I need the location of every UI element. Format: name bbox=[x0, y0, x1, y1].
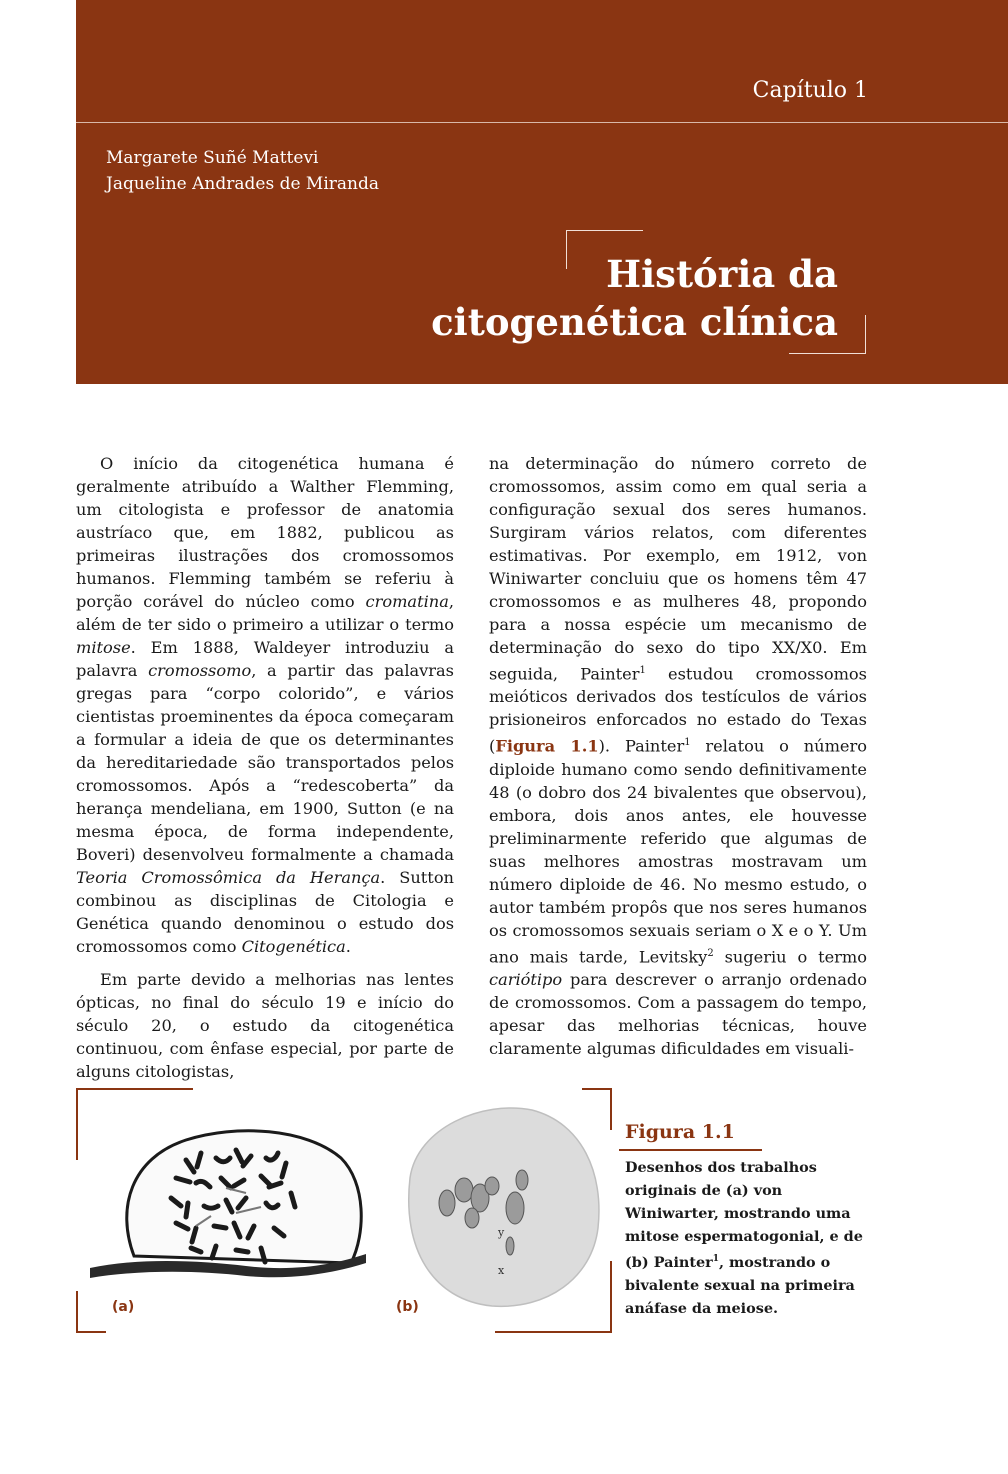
title-line-1: História da bbox=[606, 252, 838, 296]
meiosis-drawing bbox=[372, 1088, 612, 1333]
paragraph-1 bbox=[76, 452, 454, 958]
term-citogenetica: Citogenética bbox=[241, 937, 346, 956]
text-run: . bbox=[345, 937, 351, 956]
header-divider bbox=[76, 122, 1008, 123]
text-run: sugeriu o termo bbox=[713, 947, 867, 967]
caption-divider bbox=[619, 1149, 762, 1151]
sex-chromosome-y-mark: y bbox=[498, 1226, 505, 1239]
citation-ref[interactable]: 1 bbox=[712, 1254, 720, 1264]
text-run: na determinação do número correto de cromossomos, assim como em qual seria a configuração sexual dos seres humanos. Surgiram vários relatos, com diferentes estimativas. Por exemplo, em 1912, von Winiwarter concluiu que os homens têm 47 cromossomos e as mulheres 48, propondo para a nossa espécie um mecanismo de determinação do sexo do tipo XX/X0. Em seguida, Painter bbox=[489, 454, 867, 684]
text-run: estudou cromossomos meióticos derivados dos testículos de vários prisioneiros enforcados no estado do Texas ( bbox=[489, 664, 867, 756]
caption-text: , mostrando o bivalente sexual na primeira anáfase da meiose. bbox=[625, 1253, 855, 1317]
author-list bbox=[106, 145, 379, 197]
panel-label-a: (a) bbox=[112, 1299, 135, 1315]
figure-b-frame bbox=[372, 1088, 612, 1333]
chapter-header bbox=[76, 0, 1008, 384]
text-run: relatou o número diploide humano como sendo definitivamente 48 (o dobro dos 24 bivalentes que observou), embora, dois anos antes, ele houvesse preliminarmente referido que algumas de suas melhores amostras mostravam um número diploide de 46. No mesmo estudo, o autor também propôs que nos seres humanos os cromossomos sexuais seriam o X e o Y. Um ano mais tarde, Levitsky bbox=[489, 736, 867, 967]
text-run: ). Painter bbox=[598, 736, 685, 756]
paragraph-3 bbox=[489, 452, 867, 1060]
citation-ref[interactable]: 1 bbox=[684, 737, 691, 749]
text-run: . Em 1888, Waldeyer introduziu a palavra bbox=[76, 638, 454, 680]
caption-text: Desenhos dos trabalhos originais de (a) von Winiwarter, mostrando uma mitose espermatogonial, e de (b) Painter bbox=[625, 1159, 863, 1271]
term-cariotipo: cariótipo bbox=[489, 970, 563, 990]
title-line-2: citogenética clínica bbox=[431, 300, 838, 344]
citation-ref[interactable]: 2 bbox=[707, 947, 714, 959]
body-column-right bbox=[489, 452, 867, 1060]
term-teoria: Teoria Cromossômica da Herança bbox=[76, 868, 381, 887]
text-run: , a partir das palavras gregas para “corpo colorido”, e vários cientistas proeminentes da época começaram a formular a ideia de que os determinantes da hereditariedade são transportados pelos cromossomos. Após a “redescoberta” da herança mendeliana, em 1900, Sutton (e na mesma época, de forma independente, Boveri) desenvolveu formalmente a chamada bbox=[76, 661, 454, 864]
text-run: para descrever o arranjo ordenado de cromossomos. Com a passagem do tempo, apesar das melhorias técnicas, houve claramente algumas dificuldades em visuali- bbox=[489, 970, 867, 1059]
panel-label-b: (b) bbox=[396, 1299, 419, 1315]
figure-caption-title: Figura 1.1 bbox=[625, 1121, 735, 1143]
term-mitose: mitose bbox=[76, 638, 131, 657]
text-run: O início da citogenética humana é geralmente atribuído a Walther Flemming, um citologista e professor de anatomia austríaco que, em 1882, publicou as primeiras ilustrações dos cromossomos humanos. Flemming também se referiu à porção corável do núcleo como bbox=[76, 454, 454, 611]
sex-chromosome-x-mark: x bbox=[498, 1264, 505, 1277]
term-cromatina: cromatina bbox=[365, 592, 449, 611]
figure-a-frame bbox=[76, 1088, 366, 1333]
paragraph-2: Em parte devido a melhorias nas lentes ópticas, no final do século 19 e início do século 20, o estudo da citogenética continuou, com ênfase especial, por parte de alguns citologistas, bbox=[76, 970, 454, 1081]
figure-link[interactable]: Figura 1.1 bbox=[495, 736, 599, 756]
text-run: , além de ter sido o primeiro a utilizar o termo bbox=[76, 592, 454, 634]
term-cromossomo: cromossomo bbox=[148, 661, 252, 680]
chapter-title bbox=[358, 250, 838, 346]
mitosis-drawing bbox=[76, 1088, 366, 1333]
figure-caption bbox=[625, 1156, 865, 1320]
author-1: Margarete Suñé Mattevi bbox=[106, 148, 319, 168]
chapter-label: Capítulo 1 bbox=[752, 78, 868, 103]
body-column-left bbox=[76, 452, 454, 1083]
citation-ref[interactable]: 1 bbox=[639, 665, 646, 676]
author-2: Jaqueline Andrades de Miranda bbox=[106, 174, 379, 194]
text-run: . Sutton combinou as disciplinas de Citologia e Genética quando denominou o estudo dos cromossomos como bbox=[76, 868, 454, 956]
